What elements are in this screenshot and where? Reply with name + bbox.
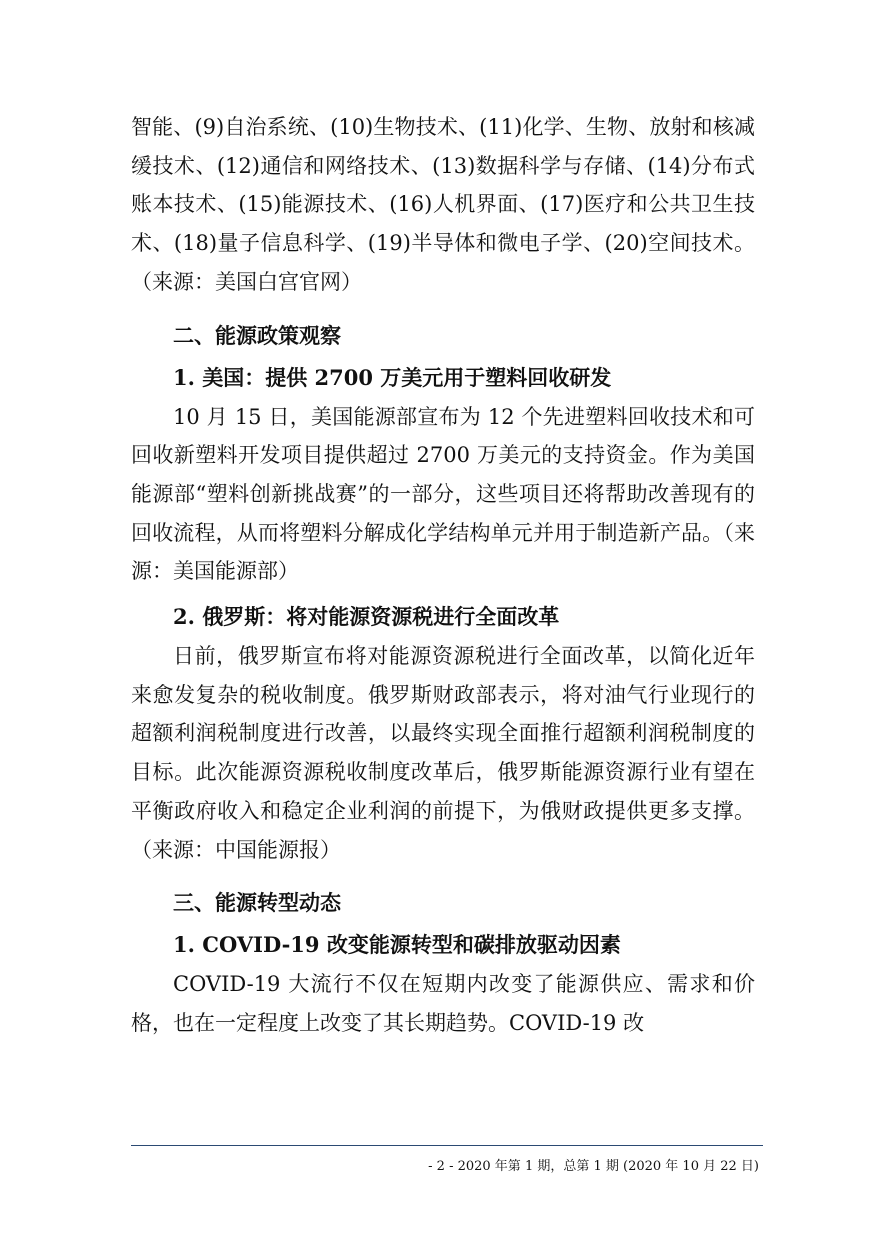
intro-paragraph: 智能、(9)自治系统、(10)生物技术、(11)化学、生物、放射和核减缓技术、(12)通信和网络技术、(13)数据科学与存储、(14)分布式账本技术、(15)能源技术、(16)人机界面、(17)医疗和公共卫生技术、(18)量子信息科学、(19)半导体和微电子学、(20)空间技术。（来源：美国白宫官网） — [131, 115, 755, 294]
item-heading-us-plastics: 1. 美国：提供 2700 万美元用于塑料回收研发 — [173, 364, 612, 390]
spacer — [131, 302, 755, 314]
footer-divider — [131, 1145, 763, 1146]
item-body-us-plastics: 10 月 15 日，美国能源部宣布为 12 个先进塑料回收技术和可回收新塑料开发项目提供超过 2700 万美元的支持资金。作为美国能源部“塑料创新挑战赛”的一部分，这些项目还将帮助改善现有的回收流程，从而将塑料分解成化学结构单元并用于制造新产品。（来源：美国能源部） — [131, 404, 755, 584]
spacer — [131, 869, 755, 881]
page-body — [131, 108, 755, 1043]
item-body-russia-tax: 日前，俄罗斯宣布将对能源资源税进行全面改革，以简化近年来愈发复杂的税收制度。俄罗斯财政部表示，将对油气行业现行的超额利润税制度进行改善，以最终实现全面推行超额利润税制度的目标。此次能源资源税收制度改革后，俄罗斯能源资源行业有望在平衡政府收入和稳定企业利润的前提下，为俄财政提供更多支撑。（来源：中国能源报） — [131, 644, 755, 862]
page-footer: - 2 - 2020 年第 1 期，总第 1 期 (2020 年 10 月 22 日) — [428, 1159, 759, 1174]
item-heading-covid: 1. COVID-19 改变能源转型和碳排放驱动因素 — [173, 932, 621, 958]
section-heading-energy-transition: 三、能源转型动态 — [173, 891, 341, 916]
item-heading-russia-tax: 2. 俄罗斯：将对能源资源税进行全面改革 — [173, 604, 560, 630]
section-heading-energy-policy: 二、能源政策观察 — [173, 323, 341, 348]
item-body-covid: COVID-19 大流行不仅在短期内改变了能源供应、需求和价格，也在一定程度上改变了其长期趋势。COVID-19 改 — [131, 972, 755, 1035]
